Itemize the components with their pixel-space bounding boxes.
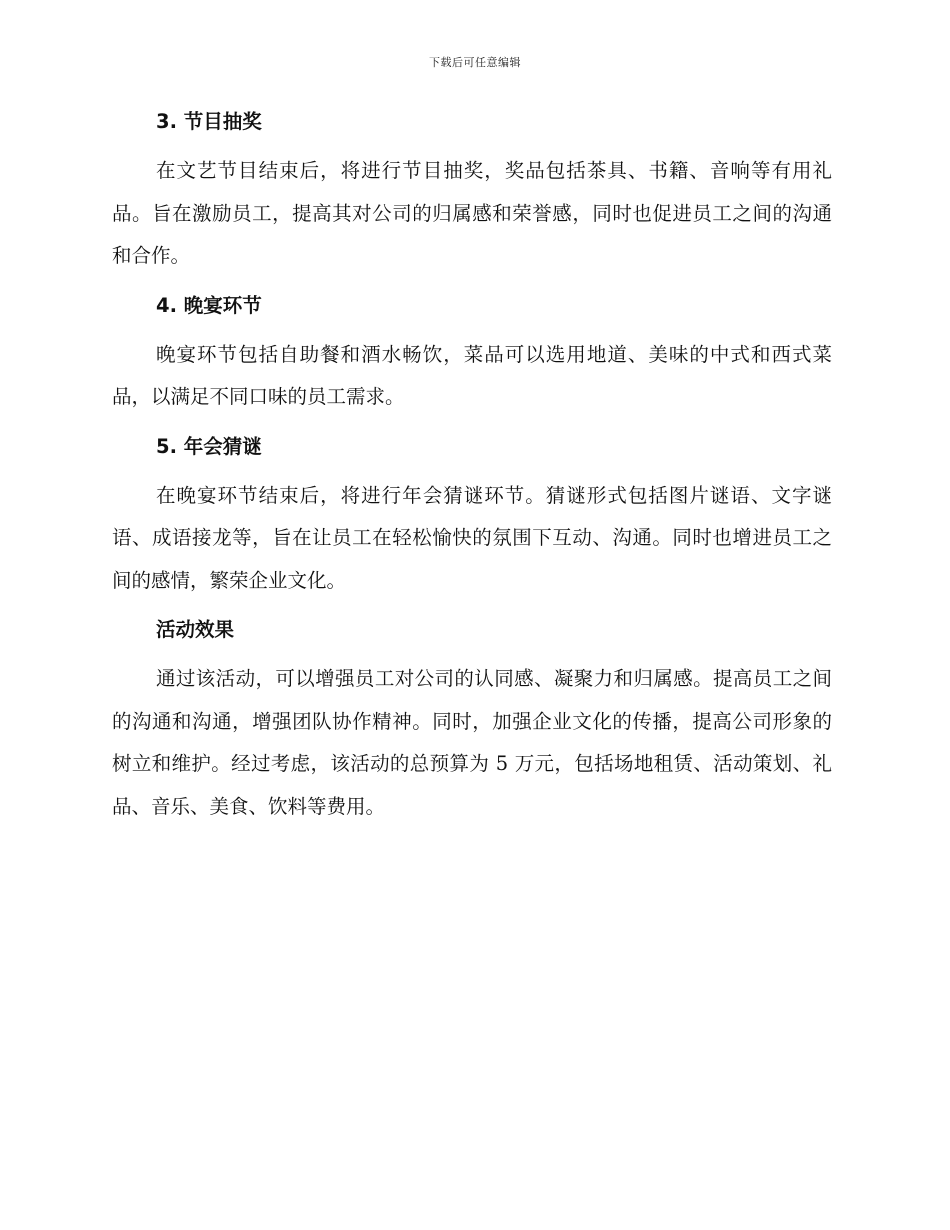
section-banquet (112, 292, 832, 419)
document-body (112, 108, 832, 842)
section-prize-draw (112, 108, 832, 278)
page-header: 下载后可任意编辑 (429, 56, 521, 69)
section-paragraph: 在文艺节目结束后，将进行节目抽奖，奖品包括茶具、书籍、音响等有用礼品。旨在激励员工，提高其对公司的归属感和荣誉感，同时也促进员工之间的沟通和合作。 (112, 159, 832, 267)
section-paragraph: 在晚宴环节结束后，将进行年会猜谜环节。猜谜形式包括图片谜语、文字谜语、成语接龙等，旨在让员工在轻松愉快的氛围下互动、沟通。同时也增进员工之间的感情，繁荣企业文化。 (112, 483, 832, 592)
section-riddles (112, 433, 832, 603)
section-effects (112, 616, 832, 828)
section-paragraph: 通过该活动，可以增强员工对公司的认同感、凝聚力和归属感。提高员工之间的沟通和沟通，增强团队协作精神。同时，加强企业文化的传播，提高公司形象的树立和维护。经过考虑，该活动的总预算为 5 万元，包括场地租赁、活动策划、礼品、音乐、美食、饮料等费用。 (112, 667, 832, 818)
section-title: 3. 节目抽奖 (156, 110, 262, 133)
section-title: 4. 晚宴环节 (156, 293, 262, 317)
section-title: 5. 年会猜谜 (156, 434, 262, 458)
section-paragraph: 晚宴环节包括自助餐和酒水畅饮，菜品可以选用地道、美味的中式和西式菜品，以满足不同口味的员工需求。 (112, 342, 832, 408)
section-title: 活动效果 (156, 618, 235, 641)
